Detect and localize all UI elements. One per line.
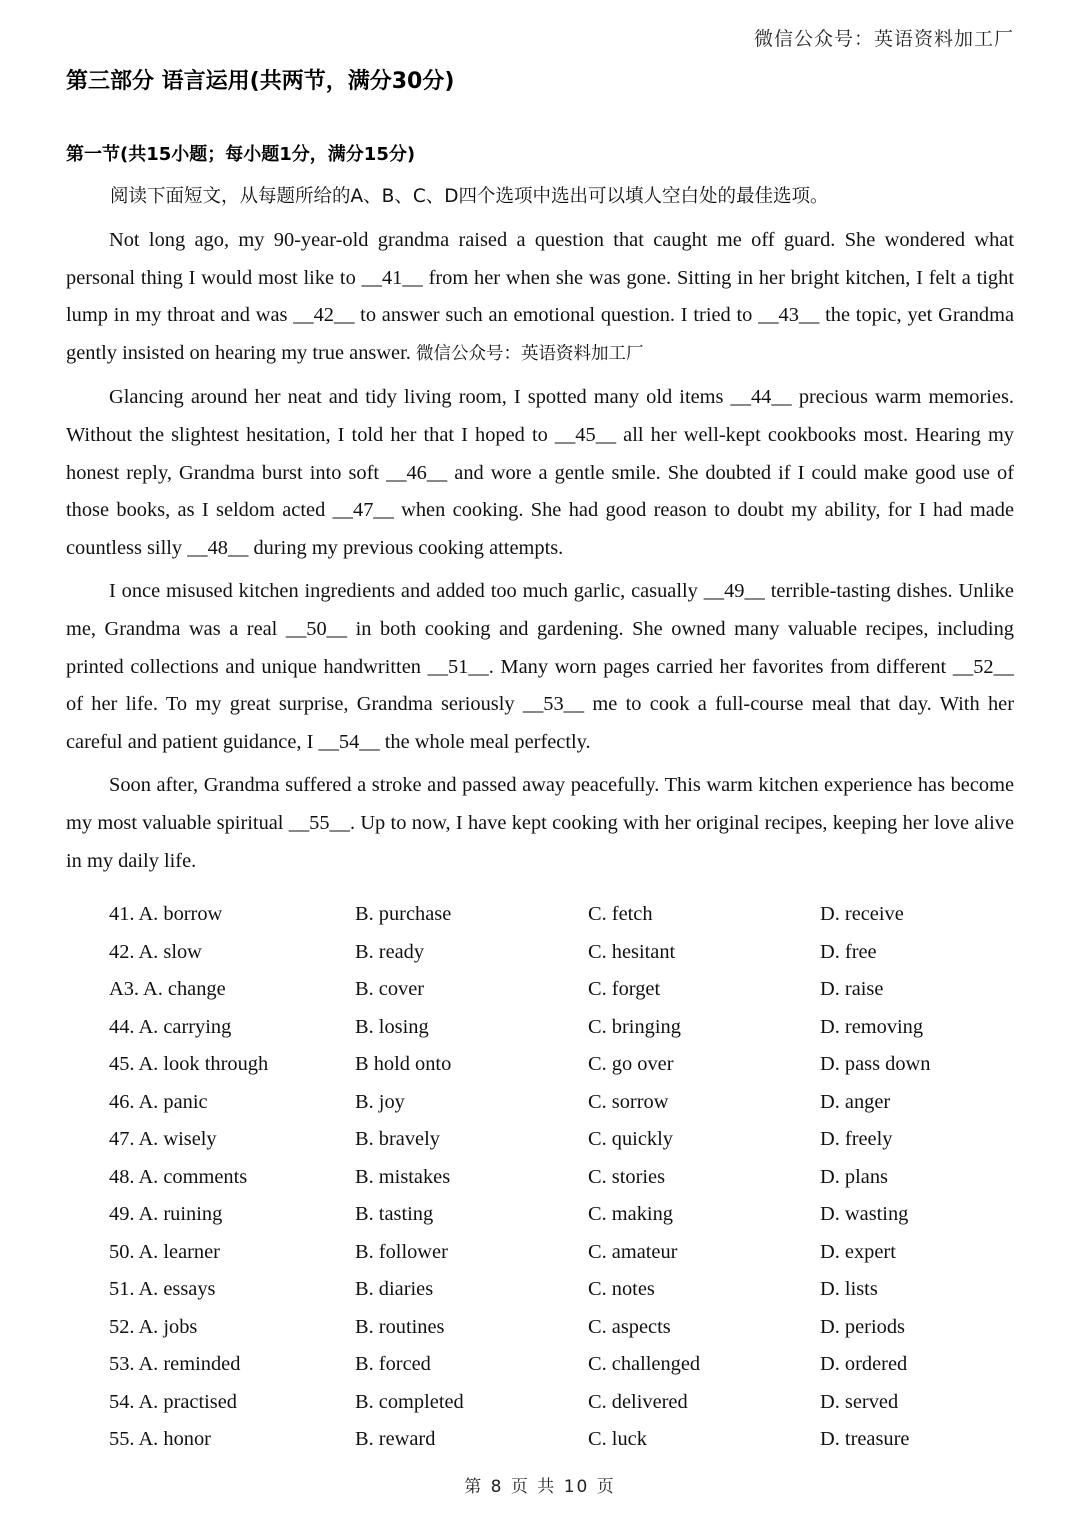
option-d: D. treasure xyxy=(820,1428,910,1450)
option-a: 54. A. practised xyxy=(109,1390,237,1413)
option-a: 52. A. jobs xyxy=(109,1315,198,1338)
option-b: B. joy xyxy=(355,1090,405,1113)
option-a: 45. A. look through xyxy=(109,1053,269,1075)
option-b: B. bravely xyxy=(355,1128,440,1150)
option-row-54 xyxy=(109,1391,1014,1429)
option-row-47 xyxy=(109,1128,1014,1166)
passage-paragraph-4: Soon after, Grandma suffered a stroke and passed away peacefully. This warm kitchen experience has become my most valuable spiritual __55__. Up to now, I have kept cooking with her original recipes, keeping her love alive in my daily life. xyxy=(66,774,1014,872)
option-b: B. mistakes xyxy=(355,1165,451,1188)
option-b: B. follower xyxy=(355,1240,448,1263)
option-c: C. luck xyxy=(588,1428,647,1450)
option-row-46 xyxy=(109,1091,1014,1129)
option-c: C. making xyxy=(588,1203,673,1225)
option-d: D. plans xyxy=(820,1165,888,1188)
option-row-44 xyxy=(109,1016,1014,1054)
option-d: D. raise xyxy=(820,978,884,1000)
option-d: D. periods xyxy=(820,1315,905,1338)
option-a: A3. A. change xyxy=(109,978,226,1000)
passage-paragraph-3: I once misused kitchen ingredients and added too much garlic, casually __49__ terrible-tasting dishes. Unlike me, Grandma was a real __50__ in both cooking and gardening. She owned many valuable recipes, including printed collections and unique handwritten __51__. Many worn pages carried her favorites from different __52__ of her life. To my great surprise, Grandma seriously __53__ me to cook a full-course meal that day. With her careful and patient guidance, I __54__ the whole meal perfectly. xyxy=(66,580,1014,753)
option-a: 46. A. panic xyxy=(109,1090,208,1113)
option-b: B hold onto xyxy=(355,1053,452,1075)
inline-watermark: 微信公众号：英语资料加工厂 xyxy=(415,343,644,364)
section-title: 第一节(共15小题；每小题1分，满分15分) xyxy=(66,144,416,165)
option-d: D. removing xyxy=(820,1015,924,1038)
option-d: D. anger xyxy=(820,1090,891,1113)
option-d: D. free xyxy=(820,940,877,963)
option-c: C. challenged xyxy=(588,1353,701,1375)
option-row-41 xyxy=(109,903,1014,941)
option-d: D. lists xyxy=(820,1278,878,1300)
option-b: B. losing xyxy=(355,1015,429,1038)
option-d: D. ordered xyxy=(820,1353,908,1375)
page-number: 第 8 页 共 10 页 xyxy=(464,1477,616,1497)
option-d: D. pass down xyxy=(820,1053,931,1075)
option-a: 51. A. essays xyxy=(109,1278,216,1300)
option-c: C. delivered xyxy=(588,1390,688,1413)
option-d: D. wasting xyxy=(820,1203,909,1225)
option-c: C. fetch xyxy=(588,903,653,925)
option-a: 55. A. honor xyxy=(109,1428,211,1450)
option-row-50 xyxy=(109,1241,1014,1279)
option-a: 48. A. comments xyxy=(109,1165,248,1188)
option-row-43 xyxy=(109,978,1014,1016)
option-a: 50. A. learner xyxy=(109,1240,220,1263)
option-c: C. notes xyxy=(588,1278,655,1300)
option-b: B. completed xyxy=(355,1390,464,1413)
option-row-51 xyxy=(109,1278,1014,1316)
option-b: B. purchase xyxy=(355,903,452,925)
header-watermark: 微信公众号：英语资料加工厂 xyxy=(753,28,1014,50)
option-c: C. sorrow xyxy=(588,1090,669,1113)
option-b: B. routines xyxy=(355,1315,445,1338)
option-c: C. stories xyxy=(588,1165,666,1188)
reading-passage xyxy=(66,222,1014,880)
passage-paragraph-1 xyxy=(66,222,1014,373)
option-b: B. cover xyxy=(355,978,425,1000)
option-a: 53. A. reminded xyxy=(109,1353,241,1375)
option-row-53 xyxy=(109,1353,1014,1391)
option-row-42 xyxy=(109,941,1014,979)
option-b: B. tasting xyxy=(355,1203,434,1225)
option-a: 49. A. ruining xyxy=(109,1203,223,1225)
answer-options xyxy=(109,903,1014,1466)
section-instruction: 阅读下面短文，从每题所给的A、B、C、D四个选项中选出可以填人空白处的最佳选项。 xyxy=(110,186,829,207)
option-c: C. hesitant xyxy=(588,940,676,963)
option-c: C. aspects xyxy=(588,1315,671,1338)
paragraph-1-text: Not long ago, my 90-year-old grandma raised a question that caught me off guard. She wondered what personal thing I would most like to __41__ from her when she was gone. Sitting in her bright kitchen, I felt a tight lump in my throat and was __42__ to answer such an emotional question. I tried to __43__ the topic, yet Grandma gently insisted on hearing my true answer. xyxy=(66,229,1014,364)
passage-paragraph-2: Glancing around her neat and tidy living room, I spotted many old items __44__ precious warm memories. Without the slightest hesitation, I told her that I hoped to __45__ all her well-kept cookbooks most. Hearing my honest reply, Grandma burst into soft __46__ and wore a gentle smile. She doubted if I could make good use of those books, as I seldom acted __47__ when cooking. She had good reason to doubt my ability, for I had made countless silly __48__ during my previous cooking attempts. xyxy=(66,386,1014,559)
option-b: B. reward xyxy=(355,1428,436,1450)
option-c: C. quickly xyxy=(588,1128,673,1150)
part-title: 第三部分 语言运用(共两节，满分30分) xyxy=(66,69,455,94)
option-c: C. forget xyxy=(588,978,661,1000)
option-d: D. served xyxy=(820,1390,899,1413)
option-c: C. go over xyxy=(588,1053,674,1075)
option-d: D. expert xyxy=(820,1240,896,1263)
option-a: 42. A. slow xyxy=(109,940,202,963)
option-a: 47. A. wisely xyxy=(109,1128,217,1150)
option-row-52 xyxy=(109,1316,1014,1354)
option-d: D. receive xyxy=(820,903,904,925)
option-c: C. bringing xyxy=(588,1015,681,1038)
option-d: D. freely xyxy=(820,1128,893,1150)
option-row-48 xyxy=(109,1166,1014,1204)
option-b: B. diaries xyxy=(355,1278,434,1300)
option-b: B. forced xyxy=(355,1353,431,1375)
option-a: 41. A. borrow xyxy=(109,903,223,925)
option-row-55 xyxy=(109,1428,1014,1466)
option-row-49 xyxy=(109,1203,1014,1241)
option-a: 44. A. carrying xyxy=(109,1015,232,1038)
option-b: B. ready xyxy=(355,940,425,963)
option-c: C. amateur xyxy=(588,1240,678,1263)
option-row-45 xyxy=(109,1053,1014,1091)
